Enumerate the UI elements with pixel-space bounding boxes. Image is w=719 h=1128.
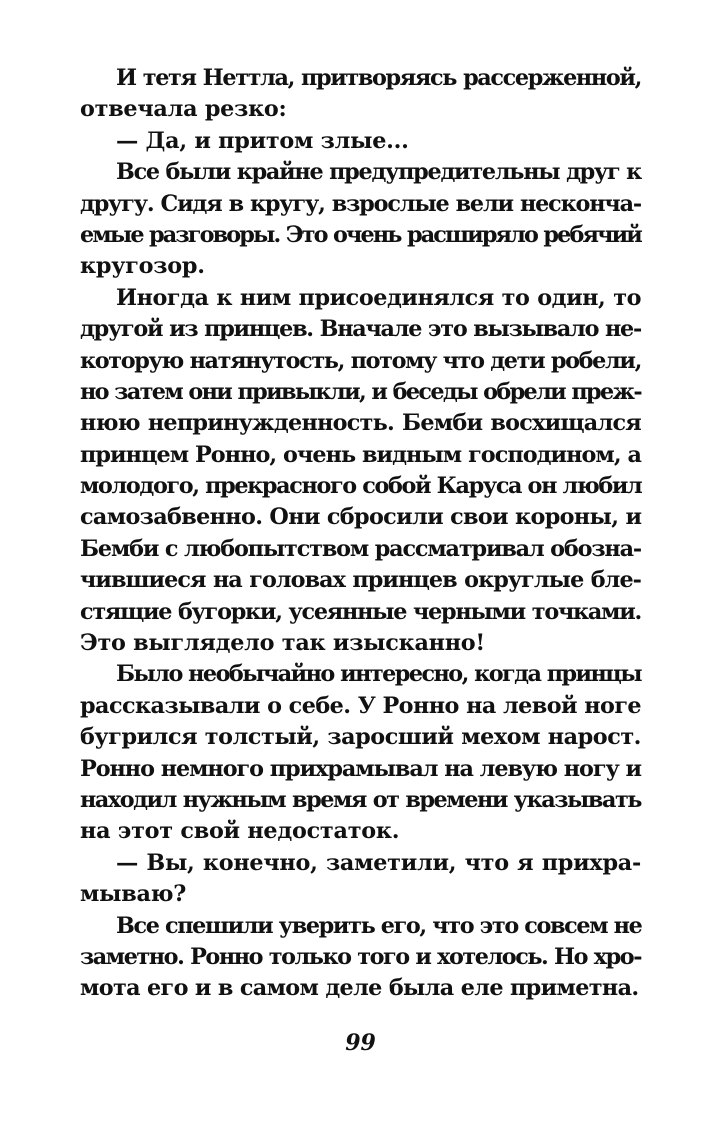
page-number: 99 (345, 1030, 376, 1056)
text-line: Ронно немного прихрамывал на левую ногу и (80, 755, 641, 782)
text-line: мота его и в самом деле была еле приметна. (80, 975, 639, 1002)
text-line: самозабвенно. Они сбросили свои короны, и (80, 504, 642, 531)
text-line: нюю непринужденность. Бемби восхищался (80, 410, 641, 437)
text-line: другой из принцев. Вначале это вызывало не- (80, 316, 641, 343)
text-line: Иногда к ним присоединялся то один, то (116, 284, 641, 311)
book-page (80, 0, 641, 1128)
text-line: рассказывали о себе. У Ронно на левой ноге (80, 692, 642, 719)
text-line: Было необычайно интересно, когда принцы (116, 661, 641, 688)
text-line: принцем Ронно, очень видным господином, а (80, 441, 641, 468)
text-line: бугрился толстый, заросший мехом нарост. (80, 724, 641, 751)
text-line: которую натянутость, потому что дети робели, (80, 347, 641, 374)
text-line: но затем они привыкли, и беседы обрели преж- (80, 378, 641, 405)
text-line: молодого, прекрасного собой Каруса он любил (80, 473, 642, 500)
text-line: И тетя Неттла, притворяясь рассерженной, (116, 65, 641, 91)
body-text (80, 63, 641, 1005)
text-line: емые разговоры. Это очень расширяло ребячий (80, 221, 641, 248)
text-line: на этот свой недостаток. (80, 818, 400, 845)
text-line: заметно. Ронно только того и хотелось. Но хро- (80, 943, 641, 970)
text-line: чившиеся на головах принцев округлые бле- (80, 567, 641, 594)
text-line: находил нужным время от времени указывать (80, 786, 641, 813)
text-line: Бемби с любопытством рассматривал обозна- (80, 535, 641, 562)
text-line: кругозор. (80, 253, 205, 280)
text-line: Все спешили уверить его, что это совсем не (116, 912, 642, 939)
text-line: — Вы, конечно, заметили, что я прихра- (116, 849, 641, 876)
text-line: Это выглядело так изысканно! (80, 630, 485, 657)
text-line: стящие бугорки, усеянные черными точками. (80, 598, 641, 625)
text-line: мываю? (80, 881, 187, 908)
text-line: отвечала резко: (80, 96, 287, 123)
text-line: Все были крайне предупредительны друг к (116, 159, 641, 186)
text-line: — Да, и притом злые... (116, 127, 409, 154)
text-line: другу. Сидя в кругу, взрослые вели несконча- (80, 190, 641, 217)
